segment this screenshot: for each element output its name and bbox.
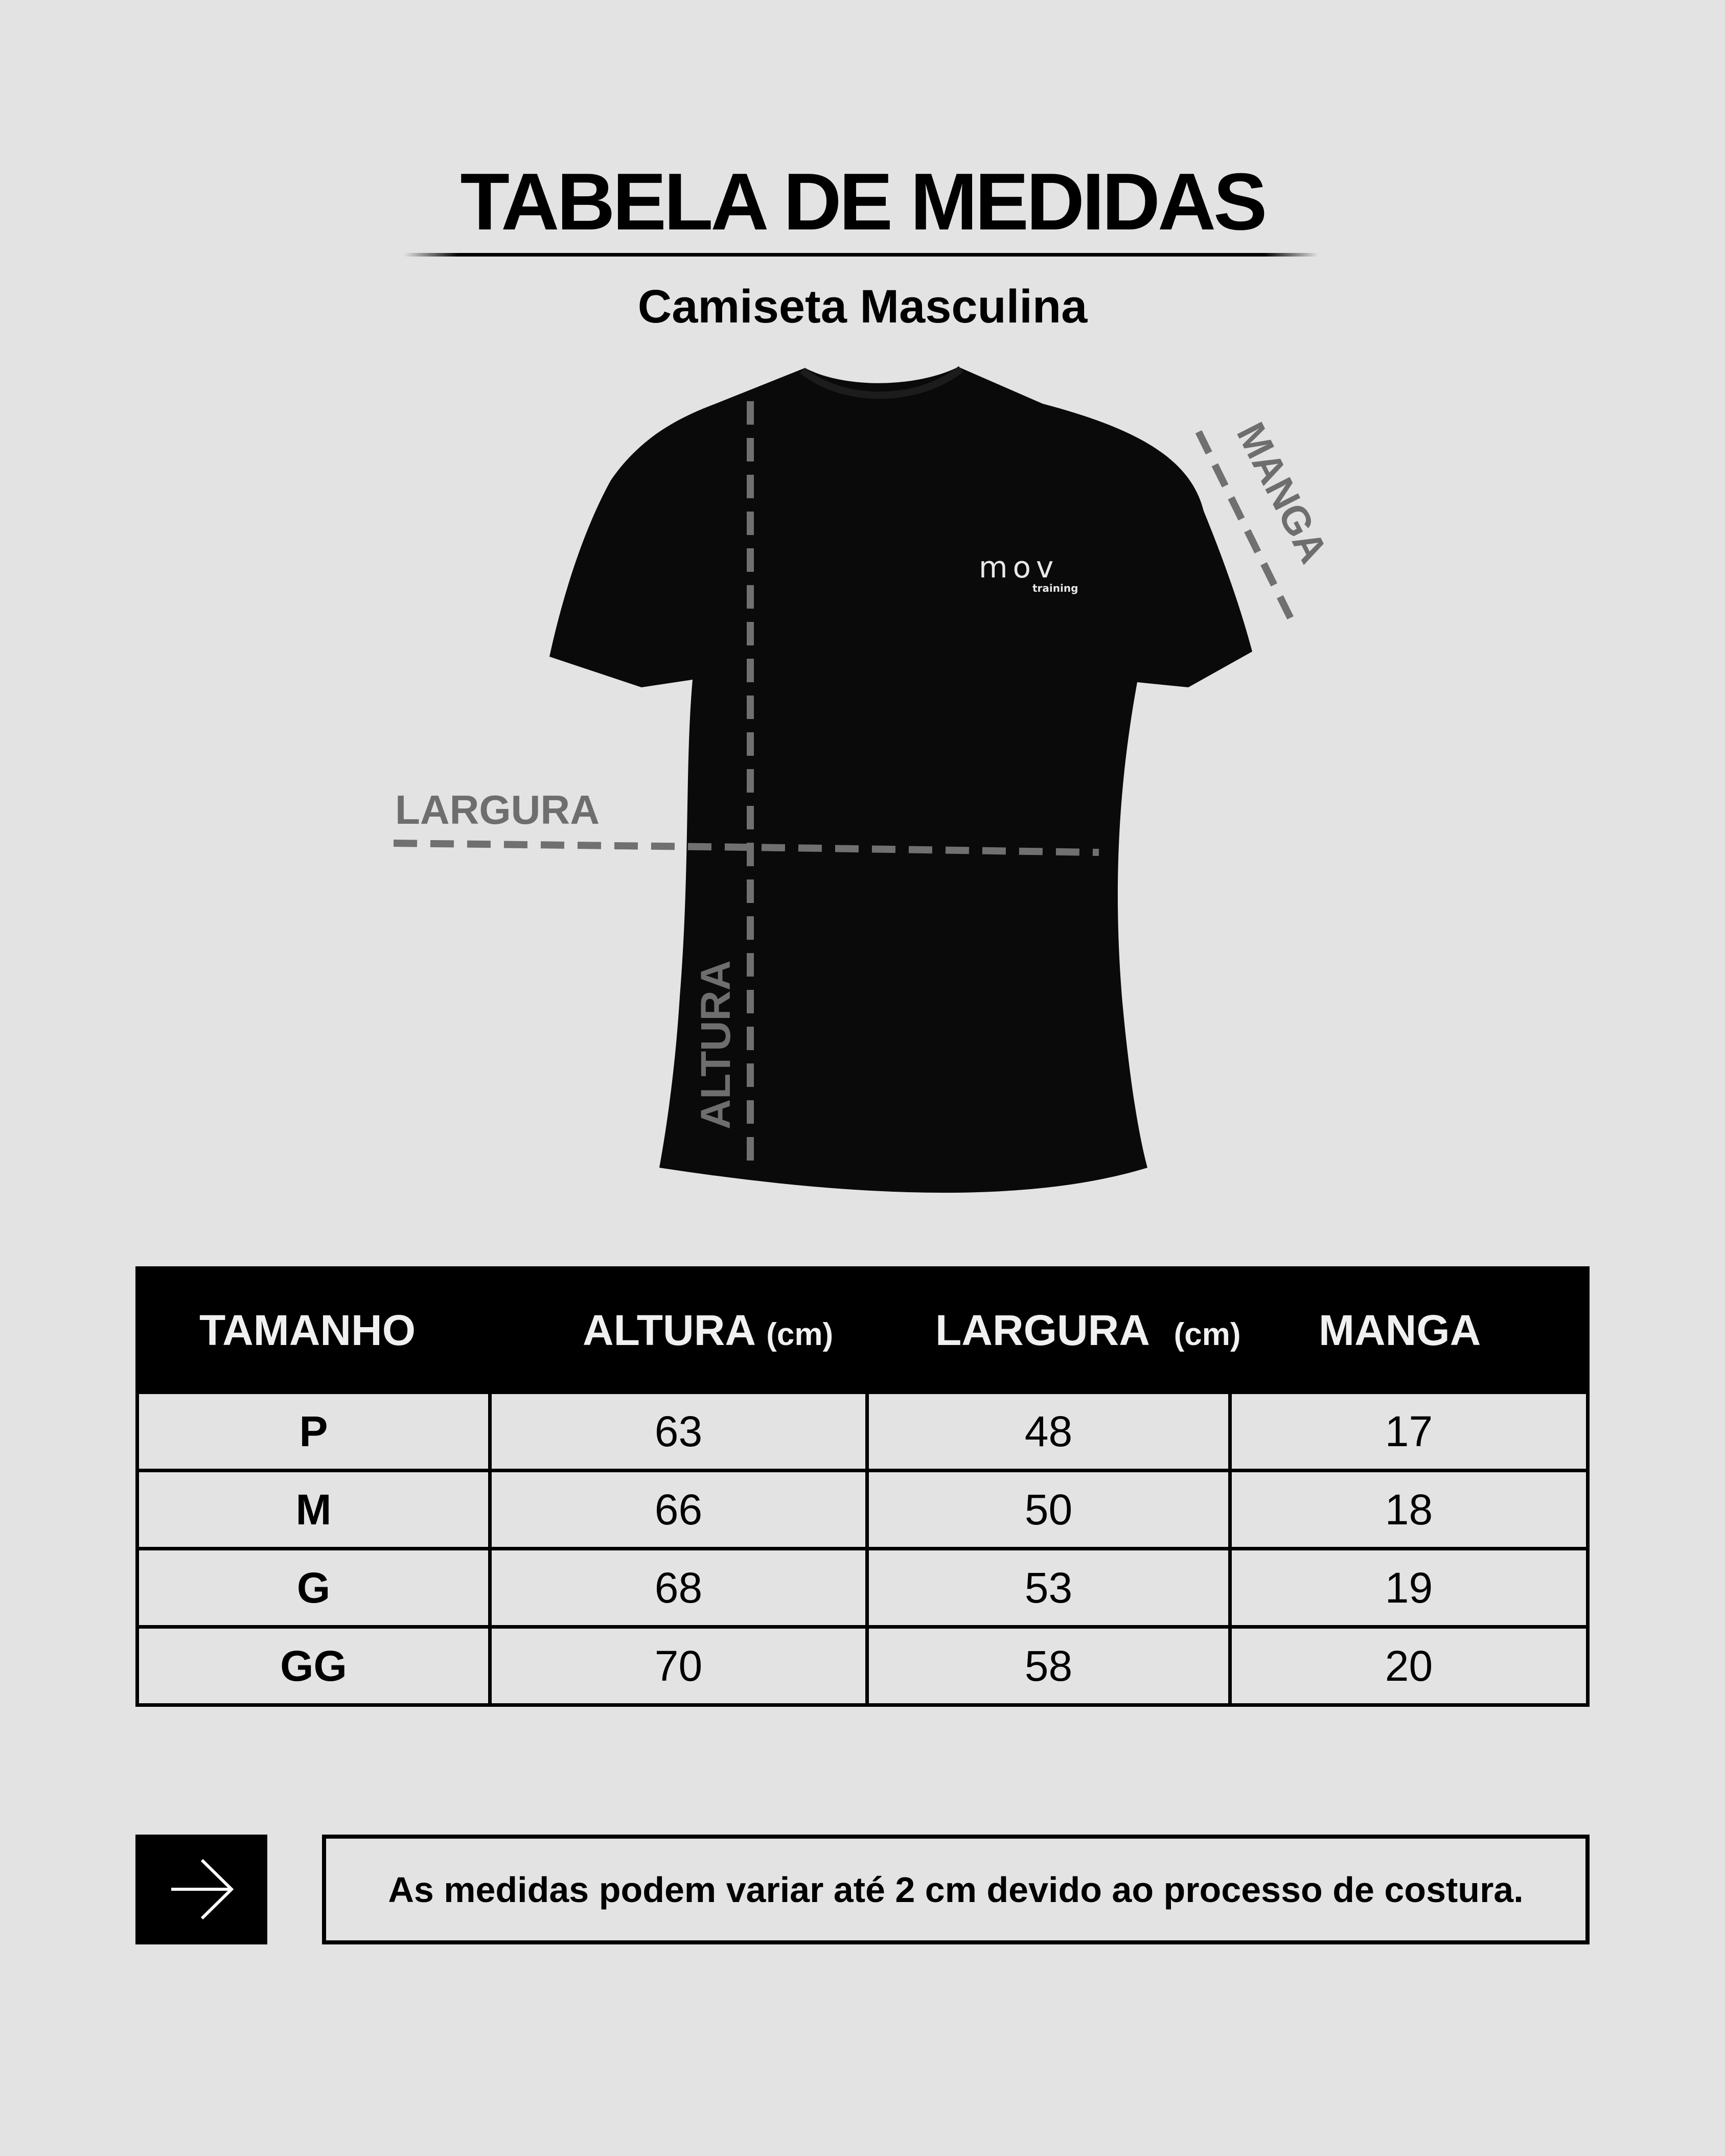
size-cell: G [296,1563,331,1612]
height-cell: 66 [488,1472,865,1547]
header-size: TAMANHO [199,1306,416,1354]
table-row [139,1469,1586,1547]
height-cell: 70 [488,1629,865,1703]
width-cell: 58 [865,1629,1228,1703]
size-cell: M [295,1485,332,1534]
header-width: LARGURA (cm) [935,1306,1241,1354]
size-cell: P [299,1407,328,1455]
measurement-note [322,1835,1590,1944]
brand-logo: mov [979,550,1059,585]
brand-logo-subtext: training [1032,582,1078,594]
header-sleeve: MANGA [1319,1306,1481,1354]
size-table-header [135,1266,1590,1394]
height-label: ALTURA [693,960,739,1129]
sleeve-cell: 18 [1228,1472,1586,1547]
note-arrow-box [135,1835,267,1944]
height-cell: 63 [488,1394,865,1469]
sleeve-cell: 20 [1228,1629,1586,1703]
width-cell: 53 [865,1550,1228,1625]
table-row [139,1547,1586,1625]
note-text: As medidas podem variar até 2 cm devido ao processo de costura. [388,1869,1524,1910]
tshirt-icon [549,367,1252,1193]
arrow-right-icon [135,1835,267,1944]
size-table [135,1394,1590,1707]
table-row [139,1394,1586,1469]
width-cell: 50 [865,1472,1228,1547]
width-cell: 48 [865,1394,1228,1469]
page-title: TABELA DE MEDIDAS [460,157,1265,247]
width-label: LARGURA [395,787,600,832]
header-height: ALTURA (cm) [583,1306,834,1354]
sleeve-cell: 17 [1228,1394,1586,1469]
sleeve-label: MANGA [1228,415,1337,570]
size-cell: GG [280,1641,347,1690]
sleeve-cell: 19 [1228,1550,1586,1625]
page-subtitle: Camiseta Masculina [637,281,1088,333]
height-cell: 68 [488,1550,865,1625]
table-row [139,1625,1586,1703]
